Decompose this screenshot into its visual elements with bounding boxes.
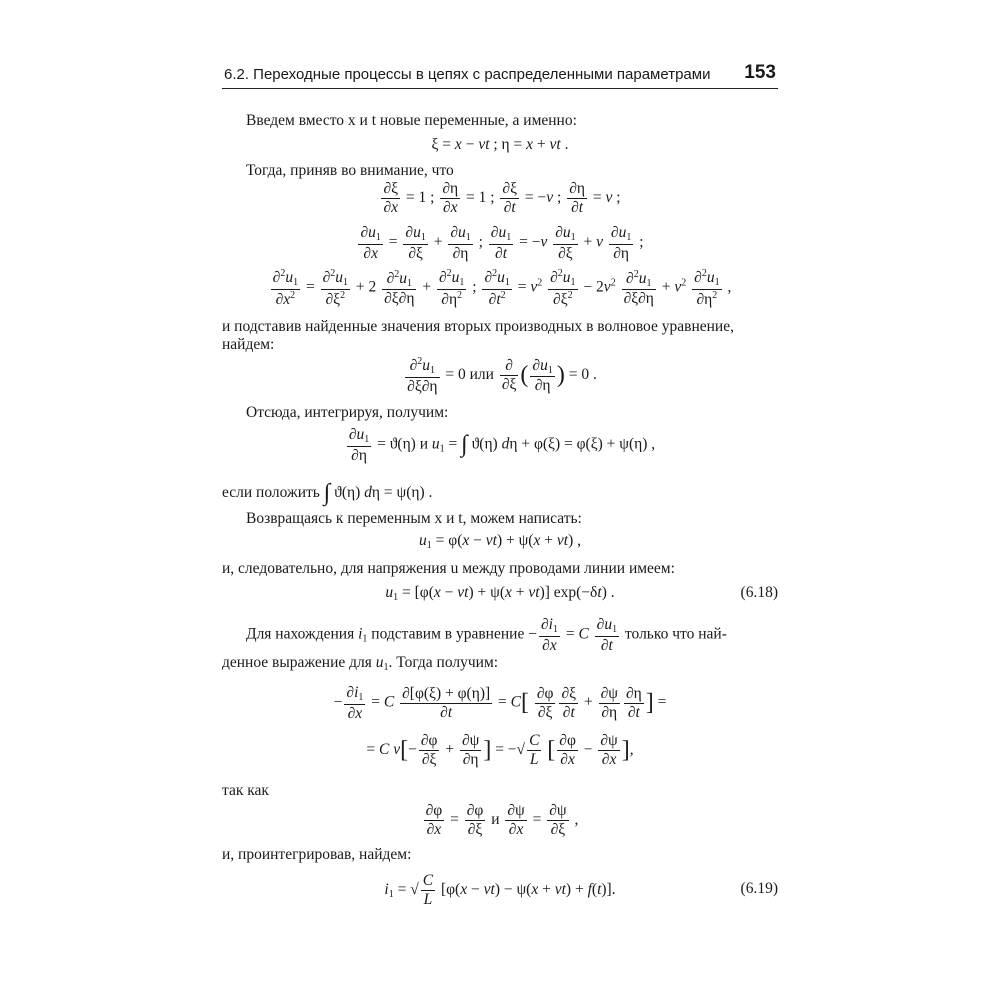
paragraph-8b: подставим в уравнение bbox=[371, 625, 525, 643]
paragraph-10: так как bbox=[222, 782, 269, 799]
equation-current-derivation-2: = C v[− $\frac{\partial\varphi}{\partial\xi}$ + $\frac{\partial\psi}{\partial\eta}$ ] = −√ $\frac{C}{L}$ [ $\frac{\partial\varphi}{\partial x}$ − $\frac{\partial\psi}{\partial x}$ ], bbox=[366, 732, 634, 768]
equation-since: $\frac{\partial\varphi}{\partial x}$ = $\frac{\partial\varphi}{\partial\xi}$ и $\frac{\partial\psi}{\partial x}$ = $\frac{\partial\psi}{\partial\xi}$ , bbox=[425, 802, 579, 838]
equation-number-6-18: (6.18) bbox=[740, 584, 778, 601]
word-or: или bbox=[469, 366, 494, 384]
equation-mixed-derivative: $\frac{\partial^2u_1}{\partial\xi\partial\eta}$ = 0 или $\frac{\partial}{\partial\xi}$ ( $\frac{\partial u_1}{\partial\eta}$ ) = 0 . bbox=[407, 356, 597, 395]
paragraph-2: Тогда, приняв во внимание, что bbox=[246, 162, 454, 179]
equation-first-derivatives: $\frac{\partial\xi}{\partial x}$ = 1 ; $\frac{\partial\eta}{\partial x}$ = 1 ; $\frac{\partial\xi}{\partial t}$ = −v ; $\frac{\partial\eta}{\partial t}$ = v ; bbox=[383, 180, 621, 216]
equation-u-derivatives: $\frac{\partial u_1}{\partial x}$ = $\frac{\partial u_1}{\partial\xi}$ + $\frac{\partial u_1}{\partial\eta}$ ; $\frac{\partial u_1}{\partial t}$ = −v $\frac{\partial u_1}{\partial\xi}$ + v $\frac{\partial u_1}{\partial\eta}$ ; bbox=[360, 224, 644, 262]
paragraph-3b: найдем: bbox=[222, 336, 275, 353]
equation-6-19: $i_1$ = √ $\frac{C}{L}$ [φ(x − vt) − ψ(x + vt) + f(t)]. bbox=[384, 872, 616, 908]
running-header bbox=[222, 64, 778, 88]
paragraph-9b: . Тогда получим: bbox=[388, 654, 499, 671]
paragraph-8: Для нахождения $i_1$ подставим в уравнение − $\frac{\partial i_1}{\partial x}$ = C $\frac{\partial u_1}{\partial t}$ только что най- bbox=[246, 616, 727, 654]
header-rule bbox=[222, 88, 778, 89]
paragraph-11: и, проинтегрировав, найдем: bbox=[222, 846, 412, 863]
equation-current-derivation-1: − $\frac{\partial i_1}{\partial x}$ = C $\frac{\partial[\varphi(\xi) + \varphi(\eta)]}{\partial t}$ = C[ $\frac{\partial\varphi}{\partial\xi}$ $\frac{\partial\xi}{\partial t}$ + $\frac{\partial\psi}{\partial\eta}$ $\frac{\partial\eta}{\partial t}$ ] = bbox=[333, 684, 667, 722]
paragraph-6: Возвращаясь к переменным x и t, можем написать: bbox=[246, 510, 582, 527]
paragraph-5: если положить ∫ ϑ(η) dη = ψ(η) . bbox=[222, 480, 433, 506]
paragraph-4: Отсюда, интегрируя, получим: bbox=[246, 404, 449, 421]
paragraph-8a: Для нахождения bbox=[246, 625, 355, 643]
equation-u1: $u_1 = \varphi(x - vt) + \psi(x + vt)$ , bbox=[419, 532, 581, 551]
equation-6-18: $u_1 = [\varphi(x - vt) + \psi(x + vt)]$ exp(−δt) . bbox=[385, 584, 615, 603]
paragraph-7: и, следовательно, для напряжения u между проводами линии имеем: bbox=[222, 560, 675, 577]
paragraph-3: и подставив найденные значения вторых производных в волновое уравнение, bbox=[222, 318, 734, 335]
word-and-2: и bbox=[491, 810, 500, 828]
equation-second-derivatives: $\frac{\partial^2u_1}{\partial x^2}$ = $\frac{\partial^2u_1}{\partial\xi^2}$ + 2 $\frac{\partial^2u_1}{\partial\xi\partial\eta}$ + $\frac{\partial^2u_1}{\partial\eta^2}$ ; $\frac{\partial^2u_1}{\partial t^2}$ = $v^2$ $\frac{\partial^2u_1}{\partial\xi^2}$ − $2v^2$ $\frac{\partial^2u_1}{\partial\xi\partial\eta}$ + $v^2$ $\frac{\partial^2u_1}{\partial\eta^2}$ , bbox=[272, 268, 732, 308]
header-title: 6.2. Переходные процессы в цепях с распределенными параметрами bbox=[224, 66, 711, 83]
word-and: и bbox=[419, 435, 429, 453]
equation-substitution: ξ = x − vt ; η = x + vt . bbox=[431, 136, 569, 153]
equation-number-6-19: (6.19) bbox=[740, 880, 778, 897]
paragraph-9: денное выражение для $u_1$. Тогда получим: bbox=[222, 654, 499, 673]
paragraph-8c: только что най- bbox=[624, 625, 727, 643]
paragraph-1: Введем вместо x и t новые переменные, а именно: bbox=[246, 112, 577, 129]
equation-integration: $\frac{\partial u_1}{\partial\eta}$ = ϑ(η) и $u_1$ = ∫ ϑ(η) dη + φ(ξ) = φ(ξ) + ψ(η) , bbox=[348, 426, 656, 464]
paragraph-9a: денное выражение для bbox=[222, 654, 372, 671]
page-number: 153 bbox=[744, 62, 776, 83]
paragraph-5-text: если положить bbox=[222, 484, 320, 502]
